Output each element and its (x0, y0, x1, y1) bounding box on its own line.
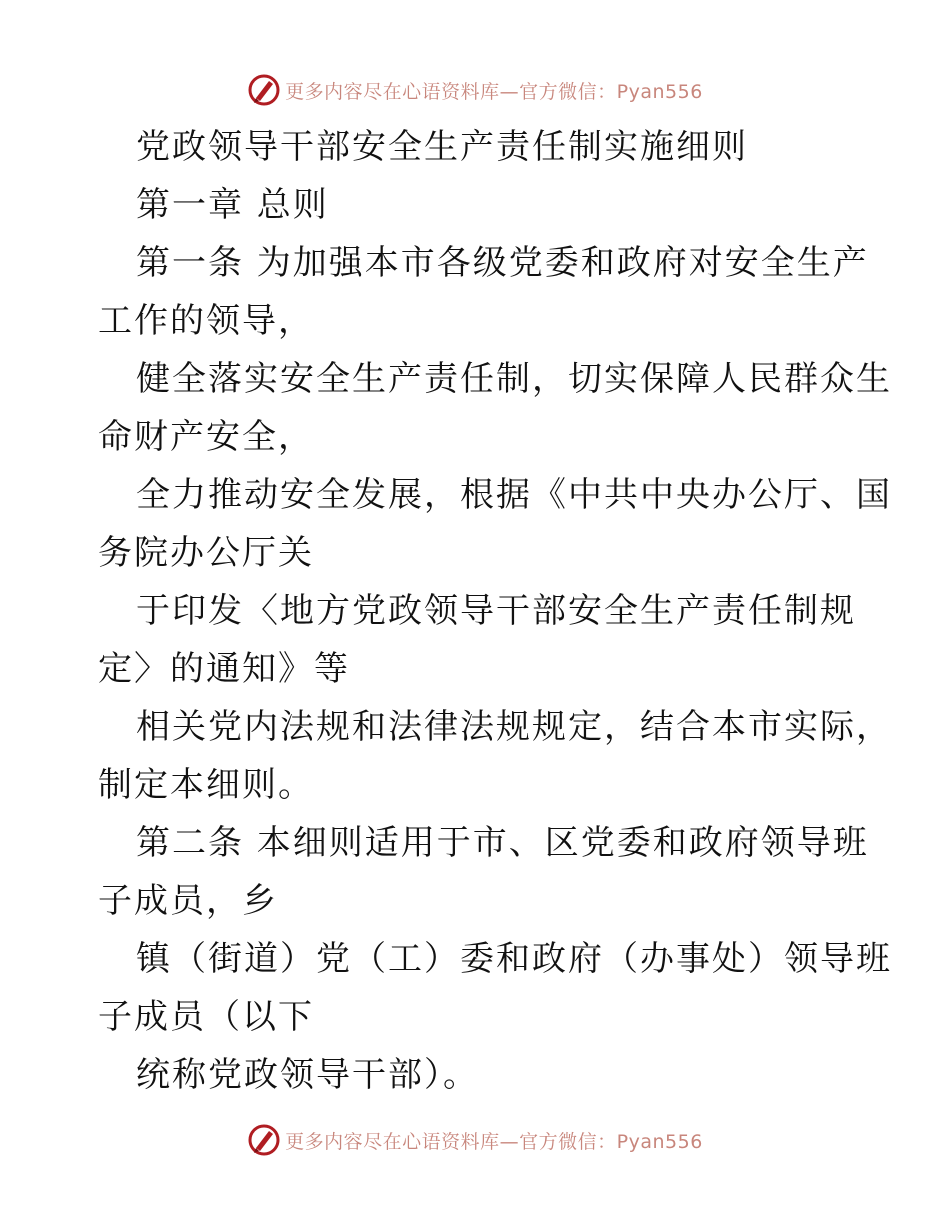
paragraph-line: 务院办公厅关 (98, 533, 314, 573)
paragraph-line: 定〉的通知》等 (98, 649, 350, 689)
paragraph-line: 相关党内法规和法律法规规定，结合本市实际， (136, 707, 892, 747)
paragraph-line: 子成员（以下 (98, 997, 314, 1037)
watermark-text: 更多内容尽在心语资料库—官方微信：Pyan556 (285, 1130, 703, 1153)
paragraph-line: 镇（街道）党（工）委和政府（办事处）领导班 (136, 939, 892, 979)
paragraph-line: 第二条 本细则适用于市、区党委和政府领导班 (136, 823, 869, 863)
watermark-text: 更多内容尽在心语资料库—官方微信：Pyan556 (285, 80, 703, 103)
paragraph-line: 命财产安全， (98, 417, 314, 457)
paragraph-line: 子成员，乡 (98, 881, 278, 921)
paragraph-line: 全力推动安全发展，根据《中共中央办公厅、国 (136, 475, 892, 515)
paragraph-line: 于印发〈地方党政领导干部安全生产责任制规 (136, 591, 856, 631)
paragraph-line: 统称党政领导干部）。 (136, 1055, 479, 1095)
paragraph-line: 党政领导干部安全生产责任制实施细则 (136, 127, 748, 167)
pen-logo-icon (247, 1123, 281, 1157)
header-watermark (0, 70, 950, 110)
pen-logo-icon (247, 73, 281, 107)
paragraph-line: 制定本细则。 (98, 765, 314, 805)
paragraph-line: 第一章 总则 (136, 185, 329, 225)
document-body (98, 118, 892, 1104)
paragraph-line: 工作的领导， (98, 301, 314, 341)
paragraph-line: 第一条 为加强本市各级党委和政府对安全生产 (136, 243, 869, 283)
footer-watermark (0, 1120, 950, 1160)
paragraph-line: 健全落实安全生产责任制，切实保障人民群众生 (136, 359, 892, 399)
